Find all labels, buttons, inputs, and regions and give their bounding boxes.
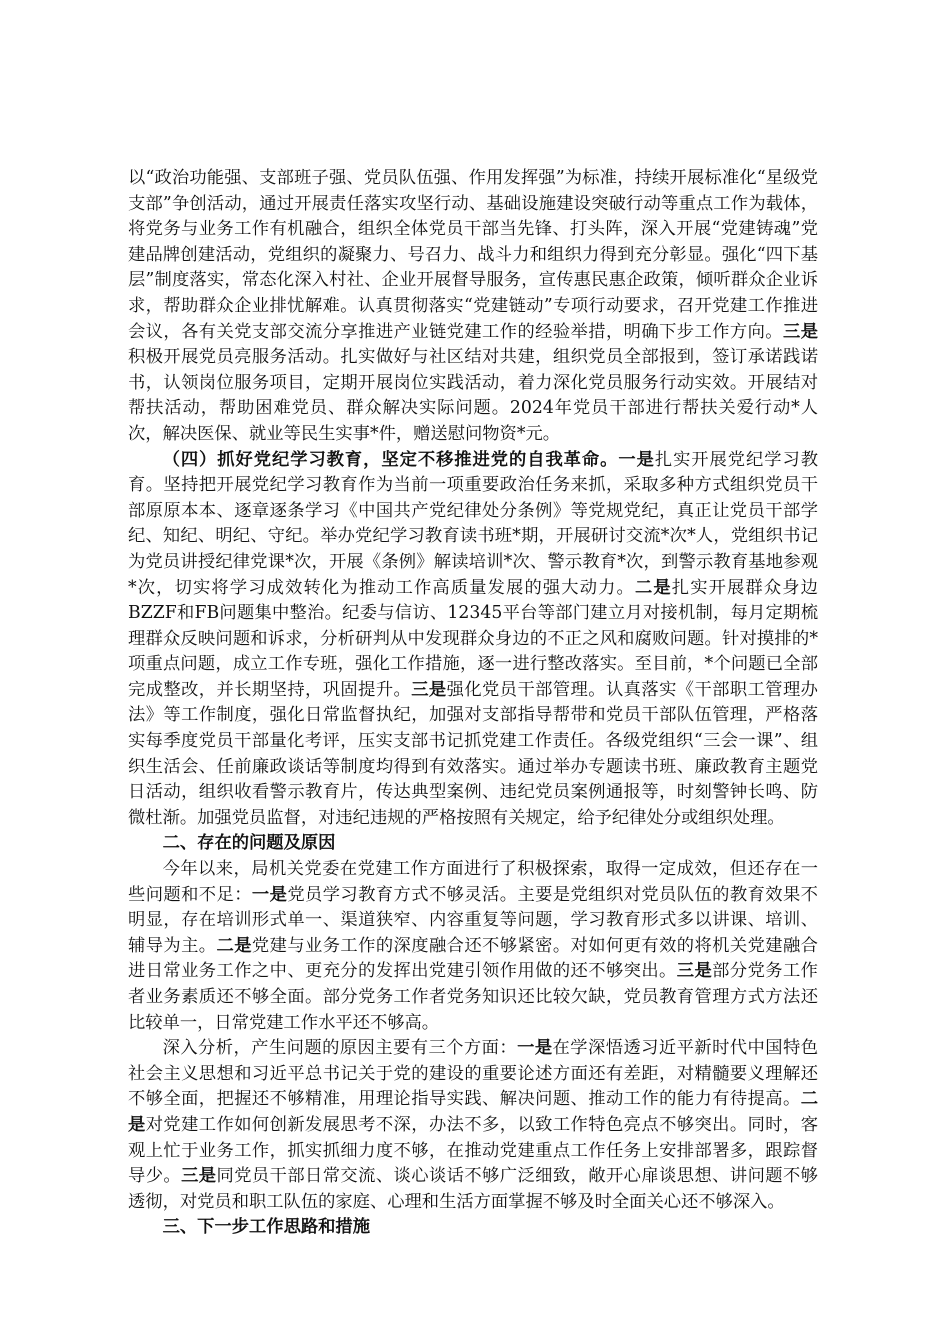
paragraph-causes: 深入分析，产生问题的原因主要有三个方面：一是在学深悟透习近平新时代中国特色社会主义思想和习近平总书记关于党的建设的重要论述方面还有差距，对精髓要义理解还不够全面，把握还不够精准，用理论指导实践、解决问题、推动工作的能力有待提高。二是对党建工作如何创新发展思考不深，办法不多，以致工作特色亮点不够突出。同时，客观上忙于业务工作，抓实抓细力度不够，在推动党建重点工作任务上安排部署多，跟踪督导少。三是同党员干部日常交流、谈心谈话不够广泛细致，敞开心扉谈思想、讲问题不够透彻，对党员和职工队伍的家庭、心理和生活方面掌握不够及时全面关心还不够深入。 <box>128 1038 818 1212</box>
section-heading-problems: 二、存在的问题及原因 <box>162 833 336 854</box>
section-heading-next-steps: 三、下一步工作思路和措施 <box>162 1217 370 1238</box>
document-body <box>128 166 818 1241</box>
paragraph-party-discipline: （四）抓好党纪学习教育，坚定不移推进党的自我革命。一是扎实开展党纪学习教育。坚持把开展党纪学习教育作为当前一项重要政治任务来抓，采取多种方式组织党员干部原原本本、逐章逐条学习《中国共产党纪律处分条例》等党规党纪，真正让党员干部学纪、知纪、明纪、守纪。举办党纪学习教育读书班*期，开展研讨交流*次*人，党组织书记为党员讲授纪律党课*次，开展《条例》解读培训*次、警示教育*次，到警示教育基地参观*次，切实将学习成效转化为推动工作高质量发展的强大动力。二是扎实开展群众身边BZZF和FB问题集中整治。纪委与信访、12345平台等部门建立月对接机制，每月定期梳理群众反映问题和诉求，分析研判从中发现群众身边的不正之风和腐败问题。针对摸排的*项重点问题，成立工作专班，强化工作措施，逐一进行整改落实。至目前，*个问题已全部完成整改，并长期坚持，巩固提升。三是强化党员干部管理。认真落实《干部职工管理办法》等工作制度，强化日常监督执纪，加强对支部指导帮带和党员干部队伍管理，严格落实每季度党员干部量化考评，压实支部书记抓党建工作责任。各级党组织“三会一课”、组织生活会、任前廉政谈话等制度均得到有效落实。通过举办专题读书班、廉政教育主题党日活动，组织收看警示教育片，传达典型案例、违纪党员案例通报等，时刻警钟长鸣、防微杜渐。加强党员监督，对违纪违规的严格按照有关规定，给予纪律处分或组织处理。 <box>128 449 818 828</box>
paragraph-star-branch: 以“政治功能强、支部班子强、党员队伍强、作用发挥强”为标准，持续开展标准化“星级党支部”争创活动，通过开展责任落实攻坚行动、基础设施建设突破行动等重点工作为载体，将党务与业务工作有机融合，组织全体党员干部当先锋、打头阵，深入开展“党建铸魂”党建品牌创建活动，党组织的凝聚力、号召力、战斗力和组织力得到充分彰显。强化“四下基层”制度落实，常态化深入村社、企业开展督导服务，宣传惠民惠企政策，倾听群众企业诉求，帮助群众企业排忧解难。认真贯彻落实“党建链动”专项行动要求，召开党建工作推进会议，各有关党支部交流分享推进产业链党建工作的经验举措，明确下步工作方向。三是积极开展党员亮服务活动。扎实做好与社区结对共建，组织党员全部报到，签订承诺践诺书，认领岗位服务项目，定期开展岗位实践活动，着力深化党员服务行动实效。开展结对帮扶活动，帮助困难党员、群众解决实际问题。2024年党员干部进行帮扶关爱行动*人次，解决医保、就业等民生实事*件，赠送慰问物资*元。 <box>128 168 818 444</box>
paragraph-problems: 今年以来，局机关党委在党建工作方面进行了积极探索，取得一定成效，但还存在一些问题和不足：一是党员学习教育方式不够灵活。主要是党组织对党员队伍的教育效果不明显，存在培训形式单一、渠道狭窄、内容重复等问题，学习教育形式多以讲课、培训、辅导为主。二是党建与业务工作的深度融合还不够紧密。对如何更有效的将机关党建融合进日常业务工作之中、更充分的发挥出党建引领作用做的还不够突出。三是部分党务工作者业务素质还不够全面。部分党务工作者党务知识还比较欠缺，党员教育管理方式方法还比较单一，日常党建工作水平还不够高。 <box>128 859 818 1033</box>
